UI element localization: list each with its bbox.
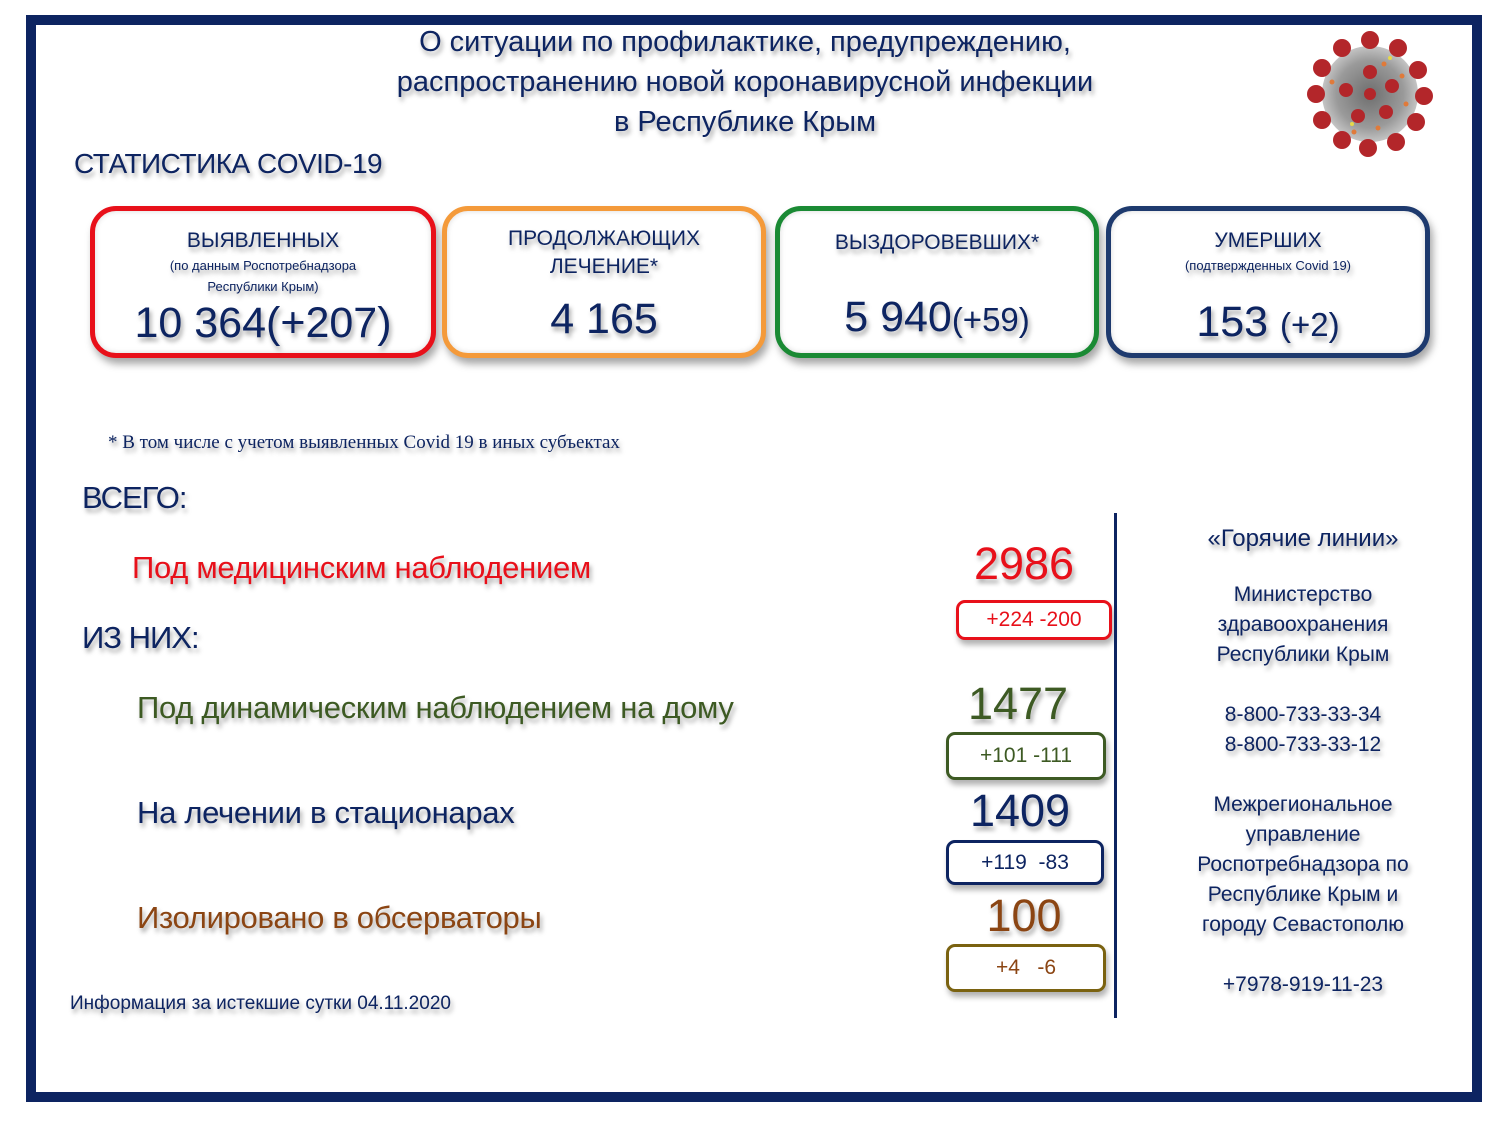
row-medical-observation-label: Под медицинским наблюдением bbox=[132, 550, 591, 585]
info-date bbox=[70, 993, 451, 1015]
ministry-phone-2: 8-800-733-33-12 bbox=[1224, 733, 1382, 756]
card-detected-delta: (+207) bbox=[266, 299, 392, 347]
row-home-observation-value: 1477 bbox=[967, 678, 1069, 729]
card-detected-label: ВЫЯВЛЕННЫХ bbox=[186, 229, 340, 252]
statistics-heading: СТАТИСТИКА COVID-19 bbox=[74, 148, 383, 179]
row-medical-observation-value: 2986 bbox=[973, 538, 1075, 589]
spacer bbox=[1160, 940, 1446, 970]
row-home-observation-label: Под динамическим наблюдением на дому bbox=[137, 690, 734, 725]
card-in-treatment-value: 4 165 bbox=[550, 295, 658, 343]
ministry-phone-1: 8-800-733-33-34 bbox=[1224, 703, 1382, 726]
ministry-line-1: Министерство bbox=[1233, 583, 1373, 606]
card-in-treatment-label-1: ПРОДОЛЖАЮЩИХ bbox=[507, 227, 700, 250]
card-deceased-value bbox=[1111, 296, 1425, 351]
spacer bbox=[1160, 670, 1446, 700]
title-line-3: в Республике Крым bbox=[613, 106, 877, 138]
info-date-value: 04.11.2020 bbox=[357, 993, 451, 1014]
heading-total: ВСЕГО: bbox=[82, 480, 187, 515]
card-in-treatment bbox=[442, 206, 766, 358]
card-recovered bbox=[775, 206, 1099, 358]
title-line-1: О ситуации по профилактике, предупреждению, bbox=[419, 26, 1071, 58]
page-title bbox=[330, 22, 1160, 142]
footnote: * В том числе с учетом выявленных Covid 19 в иных субъектах bbox=[108, 432, 620, 453]
ministry-line-2: здравоохранения bbox=[1217, 613, 1389, 636]
row-observatory-delta: +4 -6 bbox=[946, 944, 1106, 992]
hotlines-title: «Горячие линии» bbox=[1207, 525, 1399, 552]
card-deceased-delta: (+2) bbox=[1280, 306, 1340, 343]
row-hospital-delta: +119 -83 bbox=[946, 840, 1104, 885]
card-deceased-label: УМЕРШИХ bbox=[1214, 229, 1322, 252]
card-deceased bbox=[1106, 206, 1430, 358]
row-hospital-label: На лечении в стационарах bbox=[137, 795, 515, 830]
row-hospital-value: 1409 bbox=[969, 785, 1071, 836]
row-observatory-value: 100 bbox=[986, 890, 1062, 941]
spacer bbox=[1160, 760, 1446, 790]
card-recovered-number: 5 940 bbox=[844, 293, 952, 341]
card-recovered-label: ВЫЗДОРОВЕВШИХ* bbox=[834, 231, 1040, 254]
row-home-observation-delta: +101 -111 bbox=[946, 732, 1106, 780]
heading-of-them: ИЗ НИХ: bbox=[82, 620, 199, 655]
info-date-label: Информация за истекшие сутки bbox=[70, 993, 352, 1014]
rospotreb-phone: +7978-919-11-23 bbox=[1222, 973, 1384, 996]
hotlines-panel bbox=[1160, 522, 1446, 1000]
rospotreb-line-4: Республике Крым и bbox=[1207, 883, 1399, 906]
card-recovered-value bbox=[780, 291, 1094, 346]
card-in-treatment-label-2: ЛЕЧЕНИЕ* bbox=[549, 255, 659, 278]
rospotreb-line-3: Роспотребнадзора по bbox=[1197, 853, 1409, 876]
coronavirus-icon bbox=[1302, 28, 1438, 160]
rospotreb-line-5: городу Севастополю bbox=[1202, 913, 1404, 936]
ministry-line-3: Республики Крым bbox=[1216, 643, 1390, 666]
title-line-2: распространению новой коронавирусной инфекции bbox=[396, 66, 1094, 98]
card-detected-sub-1: (по данным Роспотребнадзора bbox=[169, 258, 357, 273]
row-observatory-label: Изолировано в обсерваторы bbox=[137, 900, 542, 935]
rospotreb-line-1: Межрегиональное bbox=[1213, 793, 1393, 816]
card-deceased-number: 153 bbox=[1196, 298, 1269, 346]
rospotreb-line-2: управление bbox=[1245, 823, 1361, 846]
row-medical-observation-delta: +224 -200 bbox=[956, 600, 1112, 640]
card-detected bbox=[90, 206, 436, 358]
card-recovered-delta: (+59) bbox=[951, 301, 1030, 338]
card-detected-sub-2: Республики Крым) bbox=[207, 279, 319, 294]
card-detected-number: 10 364 bbox=[134, 299, 267, 347]
vertical-divider bbox=[1114, 513, 1117, 1018]
card-detected-value bbox=[95, 297, 431, 349]
card-deceased-sub: (подтвержденных Covid 19) bbox=[1184, 258, 1352, 273]
